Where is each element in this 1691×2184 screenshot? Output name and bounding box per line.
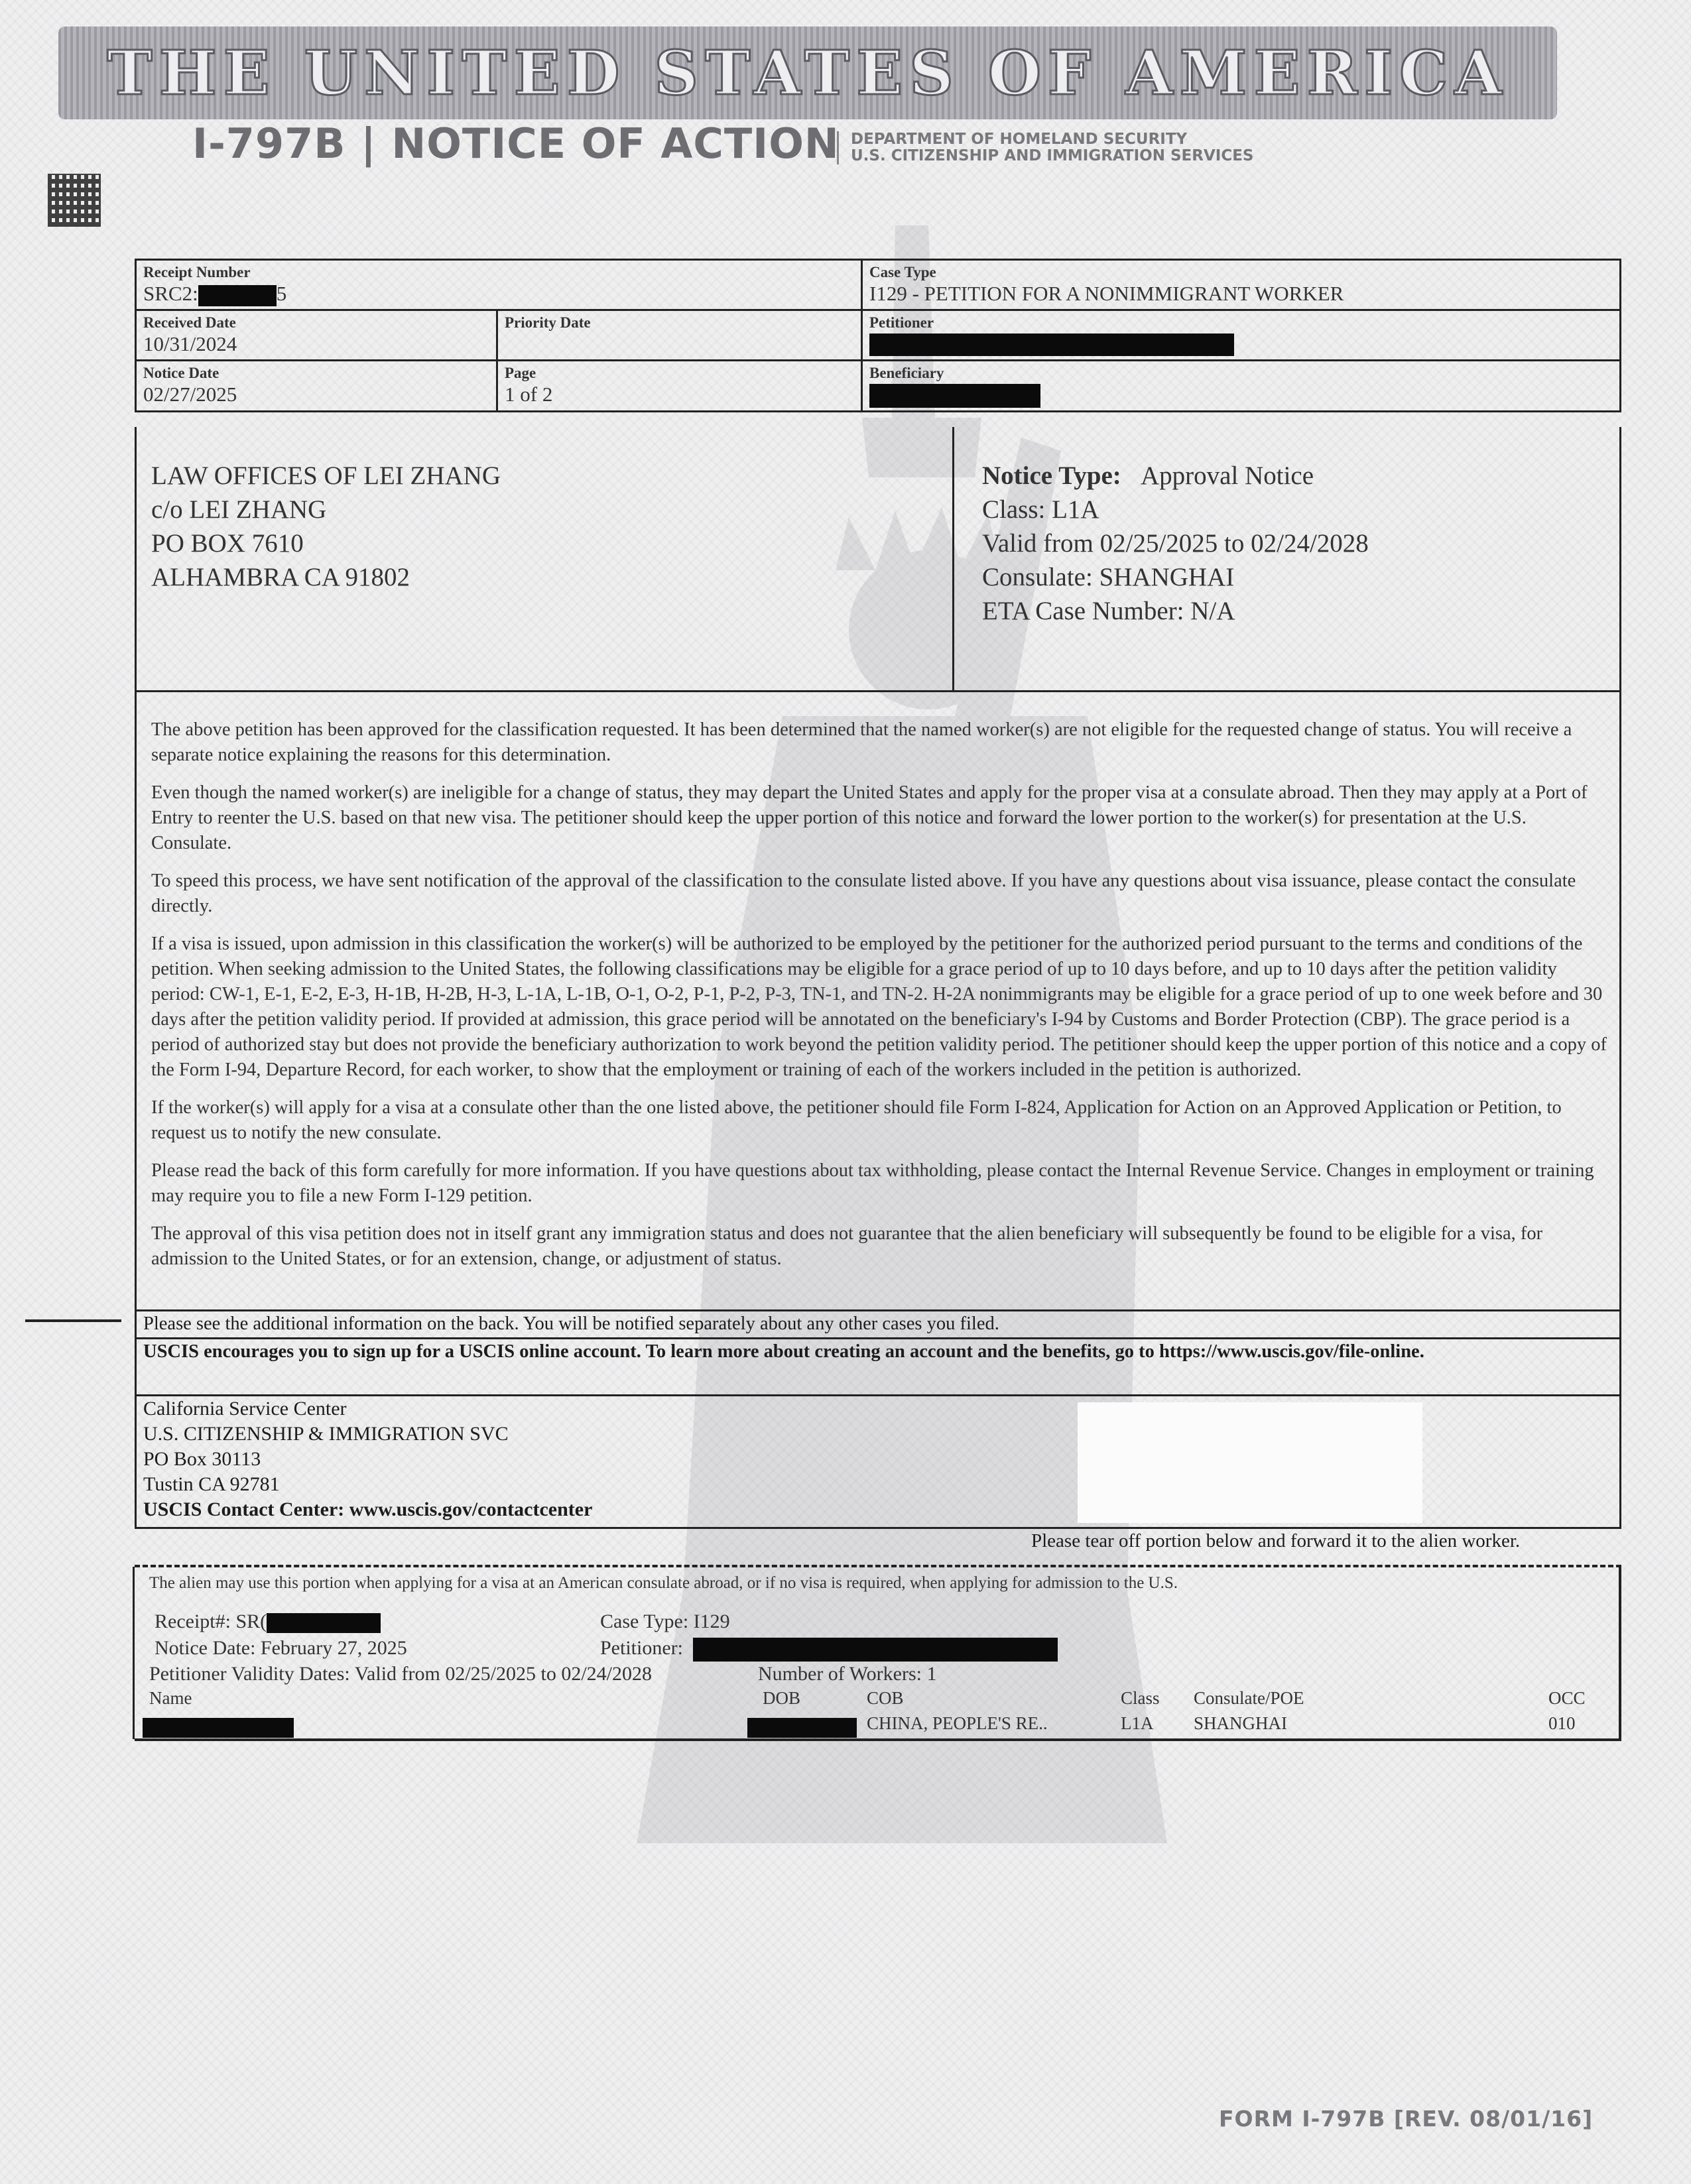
eta-line: ETA Case Number: N/A [982, 597, 1235, 625]
form-revision: FORM I-797B [REV. 08/01/16] [1219, 2106, 1594, 2132]
body-paragraph: If a visa is issued, upon admission in this classification the worker(s) will be authorized to be employed by the petitioner for the authorized period pursuant to the terms and conditions of the petition. When seeking admission to the United States, the following classifications may be eligible for a grace period of up to 10 days before, and up to 10 days after the petition validity period: CW-1, E-1, E-2, E-3, H-1B, H-2B, H-3, L-1A, L-1B, O-1, O-2, P-1, P-2, P-3, TN-1, and TN-2. H-2A nonimmigrants may be eligible for a grace period of up to one week before and 30 days after the petition validity period. If provided at admission, this grace period will be annotated on the beneficiary's I-94 by Customs and Border Protection (CBP). The grace period is a period of authorized stay but does not provide the beneficiary authorization to work beyond the petition validity period. The petitioner should keep the upper portion of this notice and a copy of the Form I-94, Departure Record, for each worker, to show that the employment or training of each of the workers included in the petition is authorized. [151, 934, 1607, 1080]
petitioner-label: Petitioner [869, 314, 934, 331]
priority-date-label: Priority Date [505, 314, 591, 331]
contact-center: USCIS Contact Center: www.uscis.gov/contactcenter [143, 1498, 593, 1520]
service-center-line: PO Box 30113 [143, 1448, 261, 1470]
notice-type-label: Notice Type: [982, 461, 1121, 490]
lower-petitioner [600, 1637, 1058, 1662]
priority-date-cell [497, 310, 862, 361]
page-label: Page [505, 365, 536, 381]
agency-line-2: U.S. CITIZENSHIP AND IMMIGRATION SERVICES [851, 147, 1254, 164]
received-date-value: 10/31/2024 [143, 332, 237, 355]
title-separator: | [361, 119, 392, 168]
receipt-line [155, 1610, 381, 1633]
approval-text [151, 717, 1610, 1284]
body-paragraph: The approval of this visa petition does not in itself grant any immigration status and does not guarantee that the alien beneficiary will subsequently be found to be eligible for a visa, for admission to the United States, or for an extension, change, or adjustment of status. [151, 1223, 1543, 1269]
body-paragraph: The above petition has been approved for the classification requested. It has been determined that the named worker(s) are not eligible for the requested change of status. You will receive a separate notice explaining the reasons for this determination. [151, 719, 1572, 765]
receipt-number-cell [136, 260, 862, 310]
case-info-table [135, 259, 1621, 412]
consulate-line: Consulate: SHANGHAI [982, 563, 1235, 591]
body-paragraph: To speed this process, we have sent notification of the approval of the classification to the consulate listed above. If you have any questions about visa issuance, please contact the consulate directly. [151, 871, 1576, 916]
case-type-cell [862, 260, 1621, 310]
notice-date-cell [136, 361, 497, 412]
fold-mark [25, 1319, 121, 1322]
redaction-bar [143, 1718, 294, 1738]
tear-line [135, 1565, 1621, 1569]
redaction-bar [693, 1638, 1058, 1662]
form-number: I-797B [192, 119, 346, 168]
lower-case-type: Case Type: I129 [600, 1610, 730, 1632]
col-name: Name [149, 1688, 192, 1708]
divider [952, 427, 954, 692]
received-date-label: Received Date [143, 314, 236, 331]
agency-block [837, 131, 1253, 164]
worker-class: L1A [1121, 1713, 1154, 1733]
worker-consulate: SHANGHAI [1194, 1713, 1287, 1733]
notice-date-value: 02/27/2025 [143, 383, 237, 406]
worker-cob: CHINA, PEOPLE'S RE.. [867, 1713, 1048, 1733]
redaction-bar [198, 285, 277, 306]
body-paragraph: Even though the named worker(s) are ineligible for a change of status, they may depart the United States and apply for the proper visa at a consulate abroad. Then they may apply at a Port of Entry to reenter the U.S. based on that new visa. The petitioner should keep the upper portion of this notice and forward the lower portion to the worker(s) for presentation at the U.S. Consulate. [151, 782, 1588, 853]
col-consulate: Consulate/POE [1194, 1688, 1304, 1708]
validity-line: Valid from 02/25/2025 to 02/24/2028 [982, 529, 1369, 558]
notice-of-action-title: NOTICE OF ACTION [391, 119, 840, 168]
redaction-bar [267, 1613, 381, 1633]
divider [133, 1567, 135, 1739]
case-type-value: I129 - PETITION FOR A NONIMMIGRANT WORKER [869, 282, 1344, 305]
number-of-workers: Number of Workers: 1 [758, 1663, 937, 1685]
body-paragraph: Please read the back of this form carefully for more information. If you have questions about tax withholding, please contact the Internal Revenue Service. Changes in employment or training may require you to file a new Form I-129 petition. [151, 1160, 1594, 1206]
receipt-number-suffix: 5 [276, 282, 287, 305]
beneficiary-label: Beneficiary [869, 365, 944, 381]
agency-line-1: DEPARTMENT OF HOMELAND SECURITY [851, 131, 1188, 148]
worker-name [143, 1716, 294, 1738]
lower-notice-date: Notice Date: February 27, 2025 [155, 1637, 407, 1659]
receipt-number-prefix: SRC2: [143, 282, 198, 305]
receipt-label: Receipt#: SR( [155, 1610, 267, 1632]
form-title [192, 119, 840, 168]
banner-title: THE UNITED STATES OF AMERICA [107, 37, 1509, 109]
case-type-label: Case Type [869, 264, 936, 280]
notice-details [982, 459, 1369, 628]
col-class: Class [1121, 1688, 1160, 1708]
service-center-line: U.S. CITIZENSHIP & IMMIGRATION SVC [143, 1423, 509, 1445]
service-center-name: California Service Center [143, 1398, 347, 1420]
col-cob: COB [867, 1688, 904, 1708]
title-banner [58, 27, 1557, 119]
worker-portion-intro: The alien may use this portion when applying for a visa at an American consulate abroad, or if no visa is required, when applying for admission to the U.S. [149, 1574, 1178, 1592]
notice-type-value: Approval Notice [1141, 461, 1314, 490]
receipt-number-label: Receipt Number [143, 264, 251, 280]
received-date-cell [136, 310, 497, 361]
notice-type-line [982, 459, 1369, 493]
approval-body-box [135, 690, 1621, 1311]
online-account-notice: USCIS encourages you to sign up for a USCIS online account. To learn more about creating an account and the benefits, go to https://www.uscis.gov/file-online. [135, 1339, 1621, 1396]
beneficiary-cell [862, 361, 1621, 412]
page-cell [497, 361, 862, 412]
receipt-number [143, 282, 854, 306]
redaction-bar [869, 384, 1040, 408]
blank-stamp-area [1078, 1402, 1422, 1523]
redaction-bar [747, 1718, 857, 1738]
body-paragraph: If the worker(s) will apply for a visa at a consulate other than the one listed above, the petitioner should file Form I-824, Application for Action on an Approved Application or Petition, to request us to notify the new consulate. [151, 1097, 1562, 1143]
tear-off-instruction: Please tear off portion below and forward it to the alien worker. [1031, 1530, 1521, 1551]
worker-dob [747, 1716, 857, 1738]
address-line: PO BOX 7610 [151, 529, 304, 558]
redaction-bar [869, 334, 1234, 356]
petitioner-label: Petitioner: [600, 1637, 683, 1659]
class-line: Class: L1A [982, 495, 1099, 524]
col-dob: DOB [763, 1688, 801, 1708]
notice-date-label: Notice Date [143, 365, 219, 381]
address-line: c/o LEI ZHANG [151, 495, 327, 524]
worker-occ: 010 [1548, 1713, 1576, 1733]
service-center-line: Tustin CA 92781 [143, 1473, 280, 1495]
additional-info: Please see the additional information on the back. You will be notified separately about any other cases you filed. [135, 1311, 1621, 1339]
address-notice-box [135, 427, 1621, 692]
col-occ: OCC [1548, 1688, 1586, 1708]
validity-dates: Petitioner Validity Dates: Valid from 02/25/2025 to 02/24/2028 [149, 1663, 653, 1685]
petitioner-cell [862, 310, 1621, 361]
address-line: ALHAMBRA CA 91802 [151, 563, 410, 591]
page-value: 1 of 2 [505, 383, 553, 406]
address-line: LAW OFFICES OF LEI ZHANG [151, 461, 501, 490]
divider [1619, 1567, 1621, 1739]
divider [135, 1738, 1621, 1741]
mailing-address [151, 459, 501, 594]
barcode-icon [48, 174, 101, 227]
